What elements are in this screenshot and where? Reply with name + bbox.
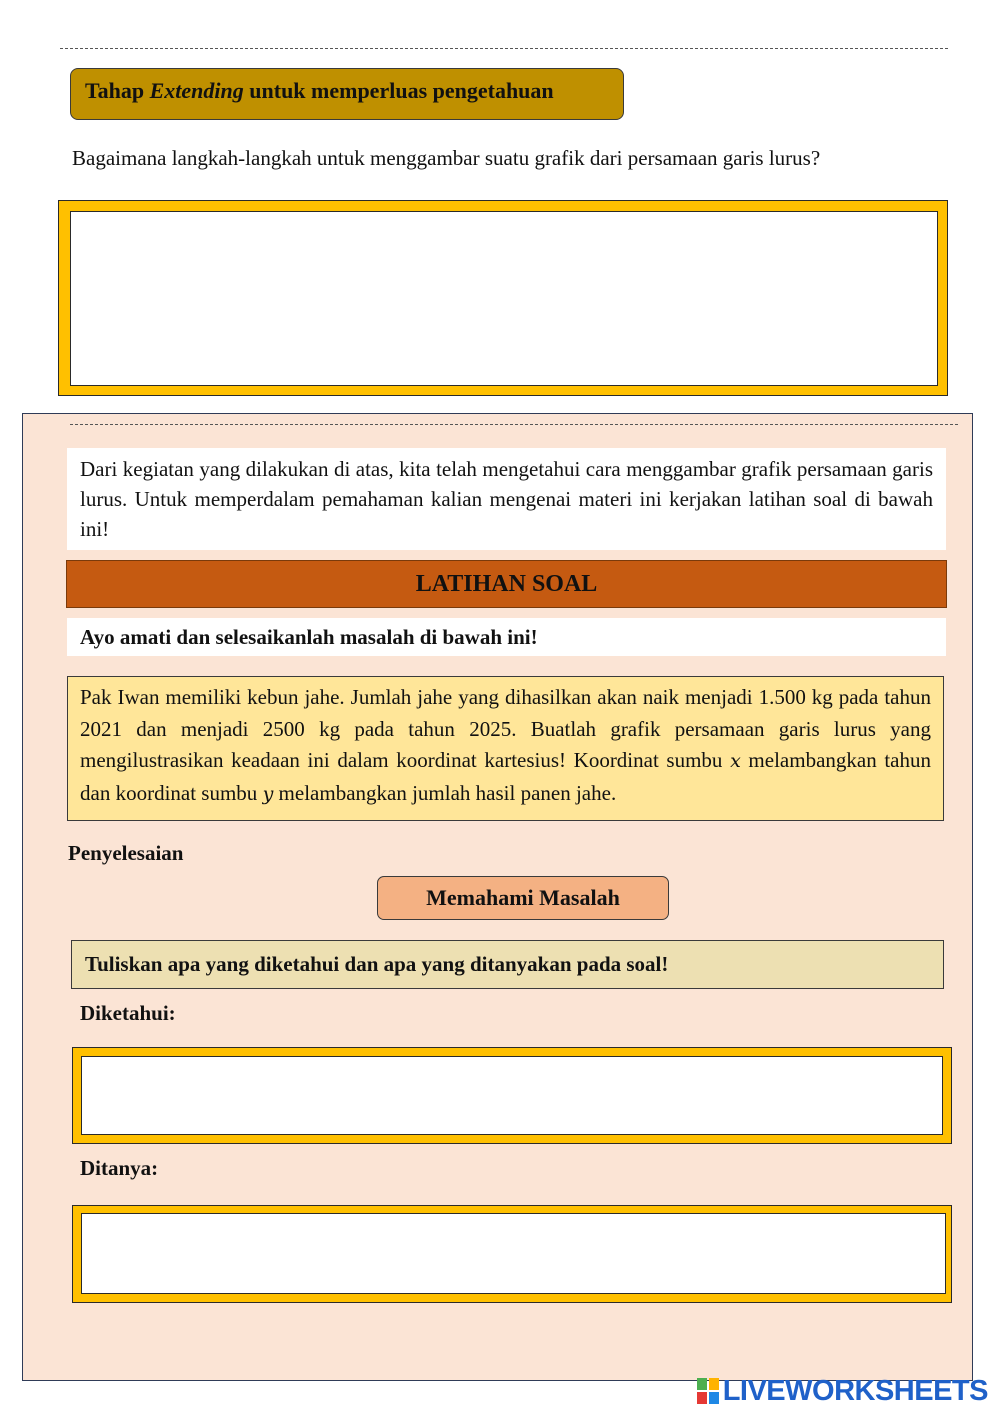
variable-y: y	[262, 782, 274, 805]
variable-x: x	[730, 750, 741, 772]
liveworksheets-logo	[697, 1374, 988, 1408]
problem-statement	[67, 676, 944, 821]
asked-answer-frame	[72, 1205, 952, 1303]
solution-title: Penyelesaian	[68, 841, 184, 865]
memahami-masalah-label: Memahami Masalah	[377, 876, 669, 920]
liveworksheets-logo-icon	[697, 1378, 719, 1404]
exercise-instruction: Ayo amati dan selesaikanlah masalah di bawah ini!	[67, 618, 946, 656]
extending-answer-field[interactable]	[70, 211, 938, 386]
problem-text-2: melambangkan tahun dan koordinat sumbu	[80, 748, 932, 805]
known-answer-frame	[72, 1047, 952, 1144]
panel-dashed-divider	[70, 424, 958, 425]
problem-text-1: Pak Iwan memiliki kebun jahe. Jumlah jahe yang dihasilkan akan naik menjadi 1.500 kg pada tahun 2021 dan menjadi 2500 kg pada tahun 2025. Buatlah grafik persamaan garis lurus yang mengilustrasikan keadaan ini dalam koordinat kartesius! Koordinat sumbu	[80, 685, 931, 772]
extending-question: Bagaimana langkah-langkah untuk menggambar suatu grafik dari persamaan garis lurus?	[72, 146, 821, 170]
stage-label-italic: Extending	[149, 78, 244, 103]
stage-label-suffix: untuk memperluas pengetahuan	[243, 78, 554, 103]
solution-task-instruction: Tuliskan apa yang diketahui dan apa yang ditanyakan pada soal!	[71, 940, 944, 989]
extending-stage-label	[70, 68, 624, 120]
stage-label-prefix: Tahap	[85, 78, 150, 103]
top-dashed-divider	[60, 48, 948, 49]
asked-answer-field[interactable]	[81, 1213, 946, 1294]
known-label: Diketahui:	[80, 1001, 176, 1025]
latihan-soal-header: LATIHAN SOAL	[66, 560, 947, 608]
extending-answer-frame	[58, 200, 948, 396]
asked-label: Ditanya:	[80, 1156, 159, 1180]
known-answer-field[interactable]	[81, 1056, 943, 1135]
exercise-intro-text: Dari kegiatan yang dilakukan di atas, kita telah mengetahui cara menggambar grafik persamaan garis lurus. Untuk memperdalam pemahaman kalian mengenai materi ini kerjakan latihan soal di bawah ini!	[67, 448, 946, 550]
problem-text-3: melambangkan jumlah hasil panen jahe.	[273, 780, 617, 805]
liveworksheets-logo-text: LIVEWORKSHEETS	[722, 1374, 988, 1407]
